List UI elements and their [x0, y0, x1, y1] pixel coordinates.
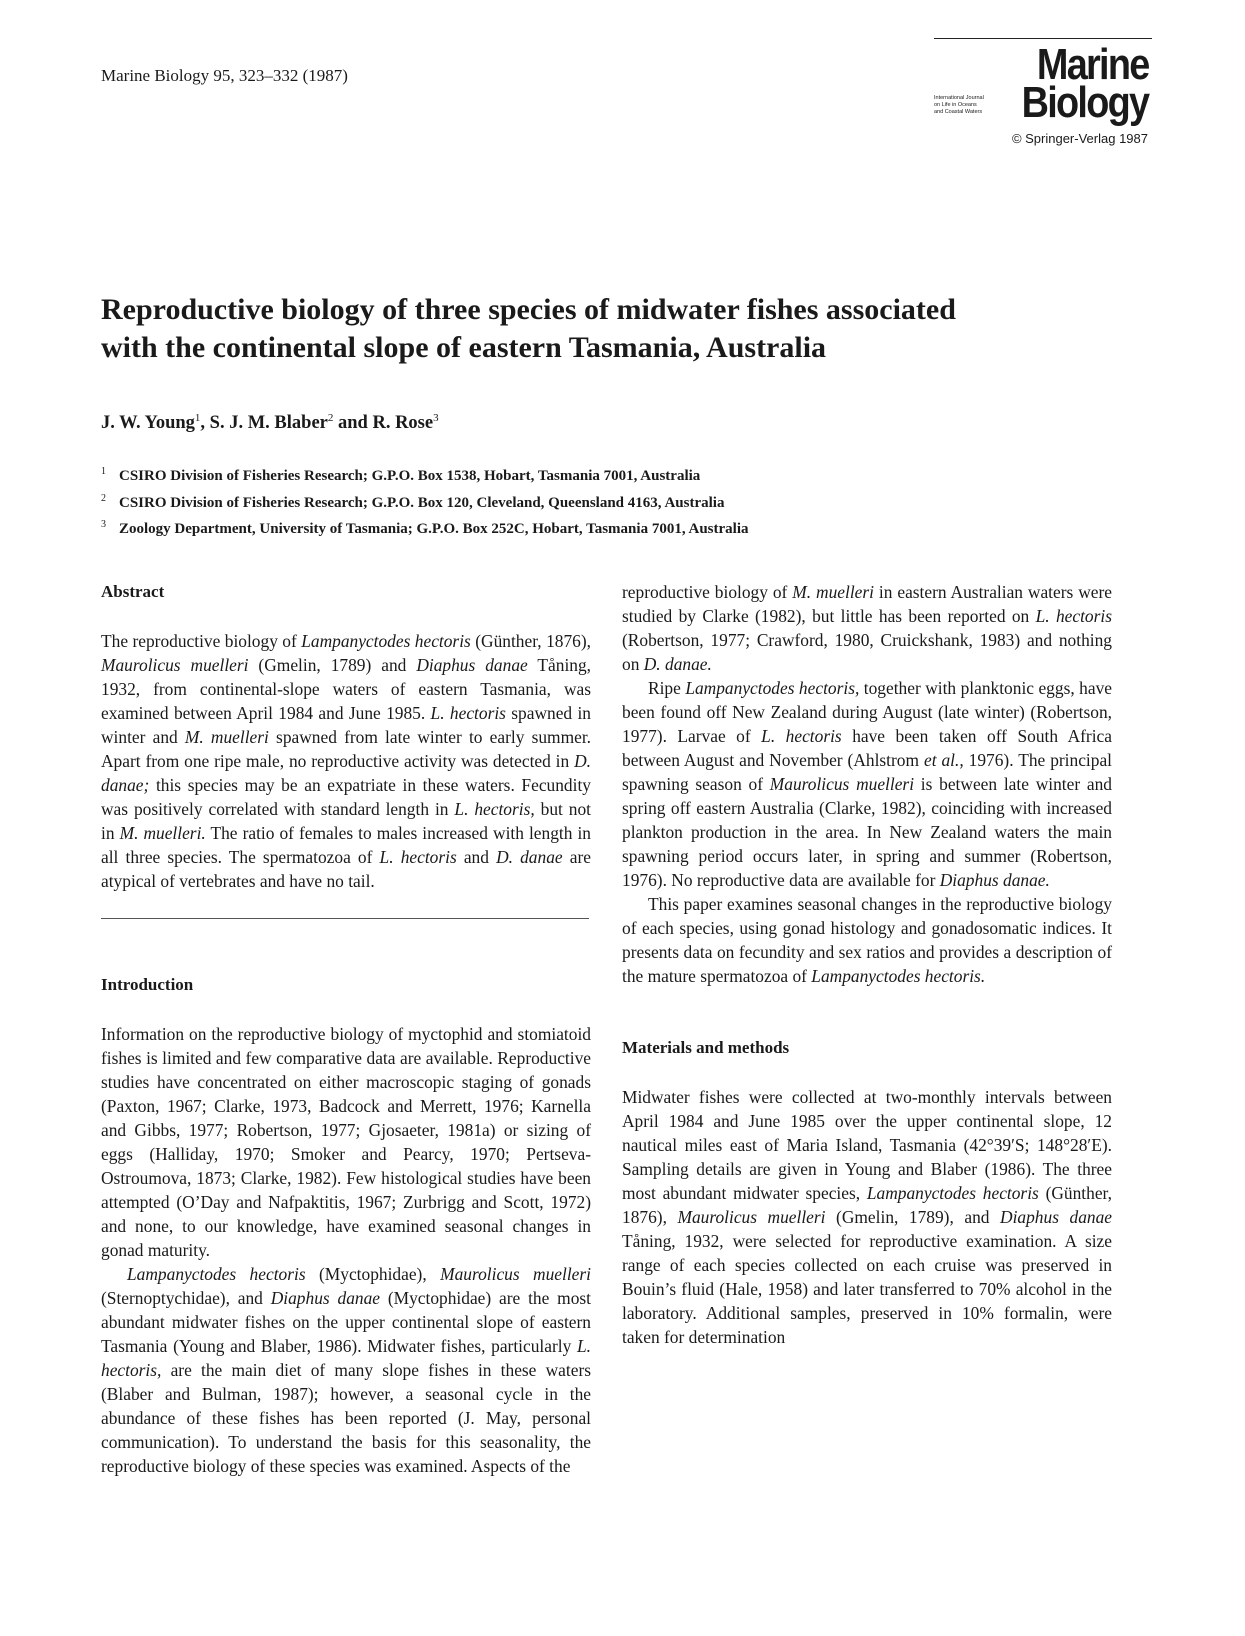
text-run: (Günther, 1876), — [470, 631, 591, 651]
section-divider — [101, 918, 589, 919]
author-affil-ref: 3 — [433, 412, 439, 424]
affiliation-list — [101, 466, 749, 546]
text-run: in eastern Australian waters were studied by Clarke (1982), but little has been reported on — [622, 582, 1112, 626]
text-run: Information on the reproductive biology of myctophid and stomiatoid fishes is limited and few comparative data are available. Reproductive studies have concentrated on either macroscopic staging of gonads (Paxton, 1967; Clarke, 1973, Badcock and Merrett, 1976; Karnella and Gibbs, 1977; Robertson, 1977; Gjosaeter, 1981a) or sizing of eggs (Halliday, 1970; Smoker and Pearcy, 1970; Pertseva-Ostroumova, 1873; Clarke, 1982). Few histological studies have been attempted (O’Day and Nafpaktitis, 1967; Zurbrigg and Scott, 1972) and none, to our knowledge, have examined seasonal changes in gonad maturity. — [101, 1024, 591, 1260]
left-column — [101, 580, 591, 1478]
masthead-copyright: © Springer-Verlag 1987 — [1011, 131, 1148, 146]
methods-paragraph-1 — [622, 1085, 1112, 1349]
author-separator: , — [200, 413, 210, 434]
text-run: The ratio of females to males increased with length in all three species. The spermatozoa of — [101, 823, 592, 867]
text-run: Ripe — [648, 678, 686, 698]
italic-text-run: Diaphus danae — [416, 655, 528, 675]
text-run: (Sternoptychidae), and — [101, 1288, 271, 1308]
affiliation — [101, 519, 749, 546]
text-run: together with planktonic eggs, have been found off New Zealand during August (late winter) (Robertson, 1977). Larvae of — [622, 678, 1112, 746]
masthead-biology: Biology — [1021, 78, 1148, 127]
masthead-tagline — [934, 95, 1000, 116]
author-affil-ref: 2 — [327, 412, 334, 424]
affiliation-text: Zoology Department, University of Tasmania; G.P.O. Box 252C, Hobart, Tasmania 7001, Australia — [119, 521, 749, 537]
italic-text-run: Diaphus danae — [270, 1288, 380, 1308]
introduction-heading: Introduction — [101, 975, 194, 994]
affiliation-number: 3 — [101, 519, 106, 530]
intro-paragraph-3 — [622, 676, 1112, 892]
intro-paragraph-4 — [622, 892, 1112, 988]
italic-text-run: D. danae. — [643, 654, 712, 674]
masthead-rule — [934, 38, 1152, 39]
masthead-row — [934, 78, 1152, 129]
text-run: 1976). The principal spawning season of — [622, 750, 1113, 794]
author-separator: and — [333, 413, 373, 434]
text-run: reproductive biology of — [622, 582, 793, 602]
italic-text-run: Diaphus danae — [1000, 1207, 1112, 1227]
article-title — [101, 291, 1101, 367]
intro-paragraph-2 — [101, 1262, 591, 1478]
italic-text-run: L. hectoris, — [454, 799, 535, 819]
author-affil-ref: 1 — [194, 412, 201, 424]
italic-text-run: Maurolicus muelleri — [101, 655, 249, 675]
affiliation-number: 2 — [101, 492, 106, 504]
author-list — [101, 412, 439, 434]
italic-text-run: Maurolicus muelleri — [677, 1207, 826, 1227]
text-run: and — [456, 847, 497, 867]
affiliation — [101, 493, 749, 520]
text-run: Tåning, 1932, were selected for reproductive examination. A size range of each species collected on each cruise was preserved in Bouin’s fluid (Hale, 1958) and later transferred to 70% alcohol in the laboratory. Additional samples, preserved in 10% formalin, were taken for determination — [622, 1231, 1112, 1347]
affiliation-text: CSIRO Division of Fisheries Research; G.P.O. Box 1538, Hobart, Tasmania 7001, Australia — [119, 468, 701, 484]
author-name: S. J. M. Blaber — [209, 413, 328, 434]
title-line-1: Reproductive biology of three species of midwater fishes associated — [101, 293, 956, 326]
text-run: are atypical of vertebrates and have no tail. — [101, 847, 591, 891]
text-run: (Gmelin, 1789), and — [825, 1207, 1001, 1227]
abstract-text — [101, 629, 591, 893]
masthead-tagline-1: International Journal — [934, 95, 984, 101]
text-run: The reproductive biology of — [101, 631, 302, 651]
italic-text-run: Diaphus danae. — [939, 870, 1050, 890]
italic-text-run: L. hectoris — [430, 703, 506, 723]
text-run: (Gmelin, 1789) and — [248, 655, 417, 675]
intro-paragraph-2-continued — [622, 580, 1112, 676]
title-line-2: with the continental slope of eastern Tasmania, Australia — [101, 331, 827, 364]
italic-text-run: Lampanyctodes hectoris. — [811, 966, 986, 986]
italic-text-run: D. danae; — [101, 751, 591, 795]
affiliation-text: CSIRO Division of Fisheries Research; G.P.O. Box 120, Cleveland, Queensland 4163, Australia — [119, 494, 725, 511]
italic-text-run: Lampanyctodes hectoris, — [685, 678, 860, 698]
affiliation-number: 1 — [101, 466, 106, 477]
journal-masthead — [934, 38, 1152, 146]
text-run: spawned in winter and — [101, 703, 591, 747]
text-run: (Günther, 1876), — [622, 1183, 1113, 1227]
author-name: R. Rose — [372, 413, 434, 434]
text-run: (Myctophidae) are the most abundant midwater fishes on the upper continental slope of eastern Tasmania (Young and Blaber, 1986). Midwater fishes, particularly — [101, 1288, 591, 1356]
text-run: This paper examines seasonal changes in the reproductive biology of each species, using gonad histology and gonadosomatic indices. It presents data on fecundity and sex ratios and provides a description of the mature spermatozoa of — [622, 894, 1112, 986]
text-run: Midwater fishes were collected at two-monthly intervals between April 1984 and June 1985 over the upper continental slope, 12 nautical miles east of Maria Island, Tasmania (42°39′S; 148°28′E). Sampling details are given in Young and Blaber (1986). The three most abundant midwater species, — [622, 1087, 1112, 1203]
right-column — [622, 580, 1112, 1349]
text-run: Tåning, 1932, from continental-slope waters of eastern Tasmania, was examined between April 1984 and June 1985. — [101, 655, 592, 723]
italic-text-run: M. muelleri. — [119, 823, 206, 843]
affiliation — [101, 466, 749, 493]
italic-text-run: Lampanyctodes hectoris — [127, 1264, 306, 1284]
text-run: this species may be an expatriate in these waters. Fecundity was positively correlated with standard length in — [101, 775, 591, 819]
text-run: spawned from late winter to early summer. Apart from one ripe male, no reproductive activity was detected in — [101, 727, 591, 771]
italic-text-run: M. muelleri — [184, 727, 269, 747]
italic-text-run: et al., — [923, 750, 964, 770]
abstract-heading: Abstract — [101, 582, 165, 601]
author-name: J. W. Young — [101, 413, 195, 434]
methods-heading: Materials and methods — [622, 1038, 790, 1057]
text-run: is between late winter and spring off eastern Australia (Clarke, 1982), coinciding with increased plankton production in the area. In New Zealand waters the main spawning period occurs later, in spring and summer (Robertson, 1976). No reproductive data are available for — [622, 774, 1112, 890]
italic-text-run: L. hectoris — [1035, 606, 1112, 626]
italic-text-run: L. hectoris, — [101, 1336, 591, 1380]
text-run: have been taken off South Africa between August and November (Ahlstrom — [622, 726, 1112, 770]
masthead-tagline-2: on Life in Oceans — [934, 102, 977, 108]
italic-text-run: Lampanyctodes hectoris — [301, 631, 471, 651]
text-run: (Robertson, 1977; Crawford, 1980, Cruickshank, 1983) and nothing on — [622, 630, 1112, 674]
italic-text-run: L. hectoris — [379, 847, 457, 867]
italic-text-run: M. muelleri — [792, 582, 874, 602]
journal-reference: Marine Biology 95, 323–332 (1987) — [101, 66, 348, 85]
italic-text-run: D. danae — [496, 847, 563, 867]
masthead-marine: Marine — [1036, 40, 1149, 89]
text-run: (Myctophidae), — [305, 1264, 441, 1284]
italic-text-run: Maurolicus muelleri — [440, 1264, 591, 1284]
text-run: but not in — [101, 799, 591, 843]
masthead-tagline-3: and Coastal Waters — [934, 109, 983, 115]
intro-paragraph-1 — [101, 1022, 591, 1262]
italic-text-run: Maurolicus muelleri — [769, 774, 915, 794]
italic-text-run: L. hectoris — [761, 726, 842, 746]
italic-text-run: Lampanyctodes hectoris — [866, 1183, 1039, 1203]
text-run: are the main diet of many slope fishes in these waters (Blaber and Bulman, 1987); however, a seasonal cycle in the abundance of these fishes has been reported (J. May, personal communication). To understand the basis for this seasonality, the reproductive biology of these species was examined. Aspects of the — [101, 1360, 591, 1476]
